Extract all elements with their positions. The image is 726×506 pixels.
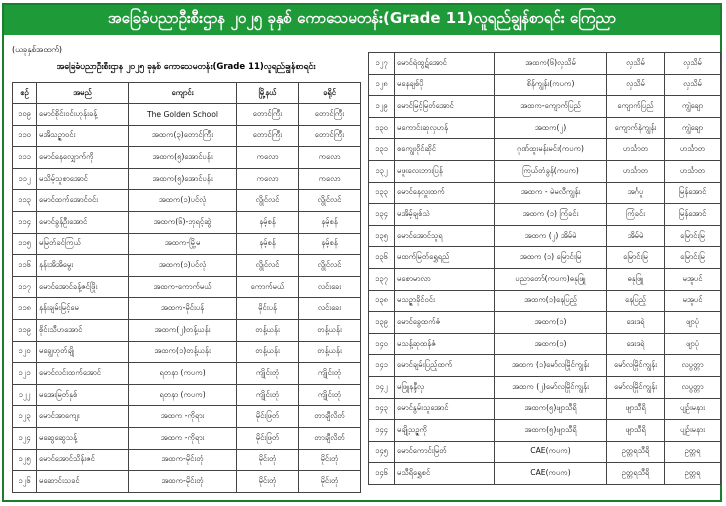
table-row bbox=[13, 104, 361, 126]
cell-township: ကျိုင်းတုံ bbox=[237, 363, 299, 385]
cell-region: မြန်အောင် bbox=[665, 204, 721, 226]
cell-school: အထက(၁) bbox=[495, 312, 607, 334]
cell-name: မဆောင်းသခင် bbox=[37, 471, 129, 493]
cell-name: မောင်ရဲထွဋ်အောင် bbox=[395, 53, 495, 75]
cell-no: ၁၁၁ bbox=[13, 147, 37, 169]
cell-school: အထက-မိုင်းပန် bbox=[129, 298, 237, 320]
note-text: (ယခုနှစ်အထက်) bbox=[12, 45, 63, 54]
cell-name: မောင်ထက်အောင်ဝင်း bbox=[37, 190, 129, 212]
cell-region: မြောင်းမြ bbox=[665, 225, 721, 247]
cell-township: မိုင်းတုံ bbox=[237, 471, 299, 493]
cell-region: ကလော bbox=[299, 168, 361, 190]
cell-township: နေပြည့် bbox=[607, 290, 665, 312]
cell-name: မောင်အောင်ခန့်ဇင်ဖြိုး bbox=[37, 276, 129, 298]
cell-township: အင်္ဂပူ bbox=[607, 182, 665, 204]
cell-name: မောင်ခွန်ဦးအောင် bbox=[37, 211, 129, 233]
table-row bbox=[369, 290, 721, 312]
cell-region: ကလော bbox=[299, 147, 361, 169]
cell-no: ၁၂၄ bbox=[13, 427, 37, 449]
cell-region: မိုင်းတုံ bbox=[299, 449, 361, 471]
cell-school: ပညာတော်(ကပက)ဓနုဖြူ bbox=[495, 268, 607, 290]
cell-township: လွိုင်လင် bbox=[237, 255, 299, 277]
cell-school: အထက(၅)ဖျာသီရိ bbox=[495, 420, 607, 442]
cell-name: မနေချစ်ပို bbox=[395, 74, 495, 96]
cell-school: အထက(၆)-ဘုရင့်ဆွဲ bbox=[129, 211, 237, 233]
table-row bbox=[369, 420, 721, 442]
table-row bbox=[369, 247, 721, 269]
cell-no: ၁၃၇ bbox=[369, 268, 395, 290]
cell-no: ၁၃၅ bbox=[369, 225, 395, 247]
cell-no: ၁၃၆ bbox=[369, 247, 395, 269]
table-subtitle: အခြေခံပညာဦးစီးဌာန ၂၀၂၅ ခုနှစ် ကောသေမတန်း(Grade 11)လူရည်ချွန်စာရင်း bbox=[56, 62, 316, 72]
cell-no: ၁၁၃ bbox=[13, 190, 37, 212]
cell-township: လှသိမ် bbox=[607, 53, 665, 75]
cell-name: မမြတ်ခင်ကြယ် bbox=[37, 233, 129, 255]
table-row bbox=[369, 463, 721, 485]
cell-township: အိမ်မဲ bbox=[607, 225, 665, 247]
cell-name: နန်းအိအိမွေး bbox=[37, 255, 129, 277]
cell-school: အထက-မိုင်းတုံ bbox=[129, 471, 237, 493]
header-township: မြို့နယ် bbox=[237, 83, 299, 104]
cell-school: အထက(၁) bbox=[495, 333, 607, 355]
cell-region: ပျဉ်းမနား bbox=[665, 420, 721, 442]
cell-no: ၁၃၄ bbox=[369, 204, 395, 226]
cell-school: အထက (၂) အိမ်မဲ bbox=[495, 225, 607, 247]
cell-township: မော်လမြိုင်ကျွန်း bbox=[607, 355, 665, 377]
cell-township: ဖျာသီရိ bbox=[607, 420, 665, 442]
cell-region: ကျိုင်းတုံ bbox=[299, 363, 361, 385]
cell-no: ၁၄၂ bbox=[369, 376, 395, 398]
cell-region: ဟင်္သာတ bbox=[665, 139, 721, 161]
cell-no: ၁၁၄ bbox=[13, 211, 37, 233]
table-row bbox=[369, 355, 721, 377]
cell-school: အထက(၁)ပင်လုံ bbox=[129, 190, 237, 212]
cell-no: ၁၁၀ bbox=[13, 125, 37, 147]
table-row bbox=[13, 125, 361, 147]
cell-school: အထက(၆)လှသိမ် bbox=[495, 53, 607, 75]
cell-name: မောင်မြင့်မြတ်အောင် bbox=[395, 96, 495, 118]
table-row bbox=[13, 147, 361, 169]
cell-township: ကောက်မယ် bbox=[237, 276, 299, 298]
table-row bbox=[13, 298, 361, 320]
cell-name: မဆွေဆွေသန့် bbox=[37, 427, 129, 449]
cell-school: အထက(၅)အောင်ပန်း bbox=[129, 168, 237, 190]
cell-name: မောင်အောင်သူရ bbox=[395, 225, 495, 247]
cell-school: အထက (၂)မော်လမြိုင်ကျွန်း bbox=[495, 376, 607, 398]
cell-region: လပွတ္တာ bbox=[665, 355, 721, 377]
cell-region: လှသိမ် bbox=[665, 53, 721, 75]
cell-region: တာချီလိတ် bbox=[299, 427, 361, 449]
cell-region: တောင်ကြီး bbox=[299, 125, 361, 147]
table-row bbox=[13, 190, 361, 212]
table-row bbox=[13, 427, 361, 449]
table-row bbox=[13, 449, 361, 471]
cell-name: မအိသဥ္ဇာဝင်း bbox=[37, 125, 129, 147]
cell-region: နမ့်စန် bbox=[299, 233, 361, 255]
cell-region: တန့်ယန်း bbox=[299, 341, 361, 363]
table-row bbox=[369, 96, 721, 118]
cell-school: အထက-မြို့မ bbox=[129, 233, 237, 255]
cell-township: တန့်ယန်း bbox=[237, 341, 299, 363]
cell-township: ကလော bbox=[237, 147, 299, 169]
cell-region: လပွတ္တာ bbox=[665, 376, 721, 398]
table-row bbox=[13, 233, 361, 255]
cell-township: မိုင်းတုံ bbox=[237, 449, 299, 471]
cell-no: ၁၁၅ bbox=[13, 233, 37, 255]
cell-no: ၁၁၉ bbox=[13, 319, 37, 341]
cell-no: ၁၄၄ bbox=[369, 420, 395, 442]
table-row bbox=[13, 276, 361, 298]
header-region: ခရိုင် bbox=[299, 83, 361, 104]
table-row bbox=[13, 341, 361, 363]
cell-region: လင်းခေး bbox=[299, 276, 361, 298]
cell-no: ၁၄၁ bbox=[369, 355, 395, 377]
cell-region: ကျွဲချော bbox=[665, 96, 721, 118]
cell-name: မအေးမြတ်နှစ် bbox=[37, 384, 129, 406]
cell-name: မအိမ့်ချစ်သဲ bbox=[395, 204, 495, 226]
cell-township: ဓနုဖြူ bbox=[607, 268, 665, 290]
cell-township: မိုင်းဖြတ် bbox=[237, 406, 299, 428]
cell-region: တန့်ယန်း bbox=[299, 319, 361, 341]
cell-township: မော်လမြိုင်ကျွန်း bbox=[607, 376, 665, 398]
cell-name: မောင်နွမ်းသူအောင် bbox=[395, 398, 495, 420]
cell-school: အထက-ကျောက်ပြည် bbox=[495, 96, 607, 118]
cell-no: ၁၄၃ bbox=[369, 398, 395, 420]
cell-no: ၁၂၆ bbox=[13, 471, 37, 493]
cell-school: အထက(၅)ဖျာသီရိ bbox=[495, 398, 607, 420]
cell-name: မောင်ချမ်းပြည့်ထက် bbox=[395, 355, 495, 377]
cell-region: ဟင်္သာတ bbox=[665, 160, 721, 182]
cell-no: ၁၂၁ bbox=[13, 363, 37, 385]
cell-name: မောင်ခွေထက်ဇံ bbox=[395, 312, 495, 334]
cell-no: ၁၃၁ bbox=[369, 139, 395, 161]
cell-school: အထက (၁) ကြံခင်း bbox=[495, 204, 607, 226]
table-row bbox=[369, 53, 721, 75]
cell-school: အထက (၁) မြောင်းမြ bbox=[495, 247, 607, 269]
table-row bbox=[369, 376, 721, 398]
table-row bbox=[369, 74, 721, 96]
cell-no: ၁၃၃ bbox=[369, 182, 395, 204]
cell-name: မောင်အောင်သိန်းဇင် bbox=[37, 449, 129, 471]
cell-no: ၁၂၃ bbox=[13, 406, 37, 428]
cell-township: ဖျာသီရိ bbox=[607, 398, 665, 420]
cell-no: ၁၄၀ bbox=[369, 333, 395, 355]
cell-name: မချွေဟုတ်ချို bbox=[37, 341, 129, 363]
cell-no: ၁၃၀ bbox=[369, 117, 395, 139]
cell-name: မသိမ့်သူစာအောင် bbox=[37, 168, 129, 190]
cell-school: အထက(၂) bbox=[495, 117, 607, 139]
cell-township: ကျိုင်းတုံ bbox=[237, 384, 299, 406]
cell-township: ဒေးဒရဲ bbox=[607, 333, 665, 355]
cell-region: ပျဉ်းမနား bbox=[665, 398, 721, 420]
cell-township: ဥတ္တရသီရိ bbox=[607, 441, 665, 463]
cell-no: ၁၁၈ bbox=[13, 298, 37, 320]
cell-school: အထက-ကောက်မယ် bbox=[129, 276, 237, 298]
cell-school: အထက(၃)တောင်ကြီး bbox=[129, 125, 237, 147]
cell-region: ဥတ္တရ bbox=[665, 441, 721, 463]
cell-no: ၁၂၇ bbox=[369, 53, 395, 75]
cell-no: ၁၃၂ bbox=[369, 160, 395, 182]
cell-name: မကောင်းဆုလှဟန် bbox=[395, 117, 495, 139]
cell-no: ၁၁၂ bbox=[13, 168, 37, 190]
table-row bbox=[13, 211, 361, 233]
cell-township: လှသိမ် bbox=[607, 74, 665, 96]
cell-no: ၁၄၆ bbox=[369, 463, 395, 485]
table-row bbox=[369, 139, 721, 161]
cell-no: ၁၂၀ bbox=[13, 341, 37, 363]
cell-township: ကြံခင်း bbox=[607, 204, 665, 226]
cell-region: လင်းခေး bbox=[299, 298, 361, 320]
cell-region: တာချီလိတ် bbox=[299, 406, 361, 428]
cell-name: မသီရိရွှေစင် bbox=[395, 463, 495, 485]
cell-school: The Golden School bbox=[129, 104, 237, 126]
table-row bbox=[369, 398, 721, 420]
cell-name: မောင်နေလျှောက်ကို bbox=[37, 147, 129, 169]
results-table-right bbox=[368, 52, 721, 485]
table-row bbox=[369, 117, 721, 139]
table-row bbox=[13, 384, 361, 406]
cell-township: မိုင်းပန် bbox=[237, 298, 299, 320]
cell-school: အထက - မဲမလီကျွန်း bbox=[495, 182, 607, 204]
table-row bbox=[13, 363, 361, 385]
table-row bbox=[13, 168, 361, 190]
cell-township: မိုင်းဖြတ် bbox=[237, 427, 299, 449]
header-school: ကျောင်း bbox=[129, 83, 237, 104]
cell-township: ကလော bbox=[237, 168, 299, 190]
table-row bbox=[369, 312, 721, 334]
cell-township: တန့်ယန်း bbox=[237, 319, 299, 341]
cell-name: မဖူးလေးဘားပြန် bbox=[395, 160, 495, 182]
cell-region: လွိုင်လင် bbox=[299, 255, 361, 277]
cell-no: ၁၀၉ bbox=[13, 104, 37, 126]
cell-township: နမ့်စန် bbox=[237, 233, 299, 255]
cell-no: ၁၃၈ bbox=[369, 290, 395, 312]
table-row bbox=[369, 333, 721, 355]
cell-region: မြောင်းမြ bbox=[665, 247, 721, 269]
header-no: စဉ် bbox=[13, 83, 37, 104]
cell-school: အထက(၅)အောင်ပန်း bbox=[129, 147, 237, 169]
cell-no: ၁၁၇ bbox=[13, 276, 37, 298]
cell-school: ရတနာ (ကပက) bbox=[129, 384, 237, 406]
page-title-banner: အခြေခံပညာဦးစီးဌာန ၂၀၂၅ ခုနှစ် ကောသေမတန်း(Grade 11)လူရည်ချွန်စာရင်း ကြေညာ bbox=[4, 5, 720, 35]
cell-school: ရတနာ (ကပက) bbox=[129, 363, 237, 385]
table-row bbox=[369, 182, 721, 204]
cell-name: မထက်မြတ်ရွှေရည် bbox=[395, 247, 495, 269]
cell-township: ကျောက်ပြည် bbox=[607, 96, 665, 118]
table-row bbox=[13, 255, 361, 277]
cell-school: ကြယ်တံခွန်(ကပက) bbox=[495, 160, 607, 182]
cell-township: တောင်ကြီး bbox=[237, 104, 299, 126]
cell-township: တောင်ကြီး bbox=[237, 125, 299, 147]
header-name: အမည် bbox=[37, 83, 129, 104]
cell-no: ၁၁၆ bbox=[13, 255, 37, 277]
cell-township: ဥတ္တရသီရိ bbox=[607, 463, 665, 485]
cell-name: မောင်စိုင်းဝင်းဟုန်းခန့် bbox=[37, 104, 129, 126]
cell-name: မချို့သဉ္ဇကို bbox=[395, 420, 495, 442]
table-row bbox=[369, 160, 721, 182]
cell-township: နမ့်စန် bbox=[237, 211, 299, 233]
cell-school: CAE(ကပက) bbox=[495, 463, 607, 485]
cell-school: အထက (၁)မော်လမြိုင်ကျွန်း bbox=[495, 355, 607, 377]
cell-school: အထက(၁)တန့်ယန်း bbox=[129, 341, 237, 363]
cell-no: ၁၂၂ bbox=[13, 384, 37, 406]
cell-school: အထက(၂)တန့်ယန်း bbox=[129, 319, 237, 341]
cell-region: ဖျာပုံ bbox=[665, 312, 721, 334]
table-row bbox=[369, 225, 721, 247]
results-table-left bbox=[12, 82, 361, 493]
table-row bbox=[13, 471, 361, 493]
cell-region: လွိုင်လင် bbox=[299, 190, 361, 212]
cell-region: မိုင်းတုံ bbox=[299, 471, 361, 493]
cell-name: မောင်လင်းထက်အောင် bbox=[37, 363, 129, 385]
cell-name: မောင်အာကျေး bbox=[37, 406, 129, 428]
cell-region: လှသိမ် bbox=[665, 74, 721, 96]
cell-no: ၁၂၈ bbox=[369, 74, 395, 96]
cell-school: CAE(ကပက) bbox=[495, 441, 607, 463]
cell-no: ၁၃၉ bbox=[369, 312, 395, 334]
table-row bbox=[13, 406, 361, 428]
table-row bbox=[369, 441, 721, 463]
cell-school: ဂုဏ်ထူးမန်းမင်း(ကပက) bbox=[495, 139, 607, 161]
cell-township: ဟင်္သာတ bbox=[607, 139, 665, 161]
cell-no: ၁၂၅ bbox=[13, 449, 37, 471]
cell-name: မသန့်ဆုထန်ဇံ bbox=[395, 333, 495, 355]
cell-region: နမ့်စန် bbox=[299, 211, 361, 233]
cell-no: ၁၂၉ bbox=[369, 96, 395, 118]
cell-name: မဖြူနန္ဒီလှ bbox=[395, 376, 495, 398]
cell-region: ကျွဲချော bbox=[665, 117, 721, 139]
cell-region: မအူပင် bbox=[665, 268, 721, 290]
cell-region: ဖျာပုံ bbox=[665, 333, 721, 355]
cell-township: ဟင်္သာတ bbox=[607, 160, 665, 182]
cell-name: စိုင်းသီဟအောင် bbox=[37, 319, 129, 341]
table-row bbox=[369, 204, 721, 226]
table-row bbox=[369, 268, 721, 290]
cell-school: အထက(၁)ပင်လုံ bbox=[129, 255, 237, 277]
cell-region: ကျိုင်းတုံ bbox=[299, 384, 361, 406]
cell-no: ၁၄၅ bbox=[369, 441, 395, 463]
cell-school: အထက -ကိုရား bbox=[129, 427, 237, 449]
cell-school: အထက -ကိုရား bbox=[129, 406, 237, 428]
cell-name: မသဉ္ဇာခိုင်ဝင်း bbox=[395, 290, 495, 312]
table-row bbox=[13, 319, 361, 341]
cell-school: အထက-မိုင်းတုံ bbox=[129, 449, 237, 471]
table-header-row bbox=[13, 83, 361, 104]
cell-name: စကျွေးဝိုင်ဆိုင် bbox=[395, 139, 495, 161]
cell-name: မောင်နေလှူးထက် bbox=[395, 182, 495, 204]
cell-name: နန်းချမ်းမြင့်မေ bbox=[37, 298, 129, 320]
cell-name: မောင်ကောင်းမြတ် bbox=[395, 441, 495, 463]
cell-region: တောင်ကြီး bbox=[299, 104, 361, 126]
cell-township: လွိုင်လင် bbox=[237, 190, 299, 212]
cell-school: စိန်ကျွန်း(ကပက) bbox=[495, 74, 607, 96]
cell-region: မအူပင် bbox=[665, 290, 721, 312]
cell-township: ဒေးဒရဲ bbox=[607, 312, 665, 334]
cell-region: မြန်အောင် bbox=[665, 182, 721, 204]
cell-name: မစောမာလာ bbox=[395, 268, 495, 290]
cell-township: ကျောက်နဲကျွန်း bbox=[607, 117, 665, 139]
cell-school: အထက(၁)နေပြည့် bbox=[495, 290, 607, 312]
cell-region: ဥတ္တရ bbox=[665, 463, 721, 485]
cell-township: မြောင်းမြ bbox=[607, 247, 665, 269]
